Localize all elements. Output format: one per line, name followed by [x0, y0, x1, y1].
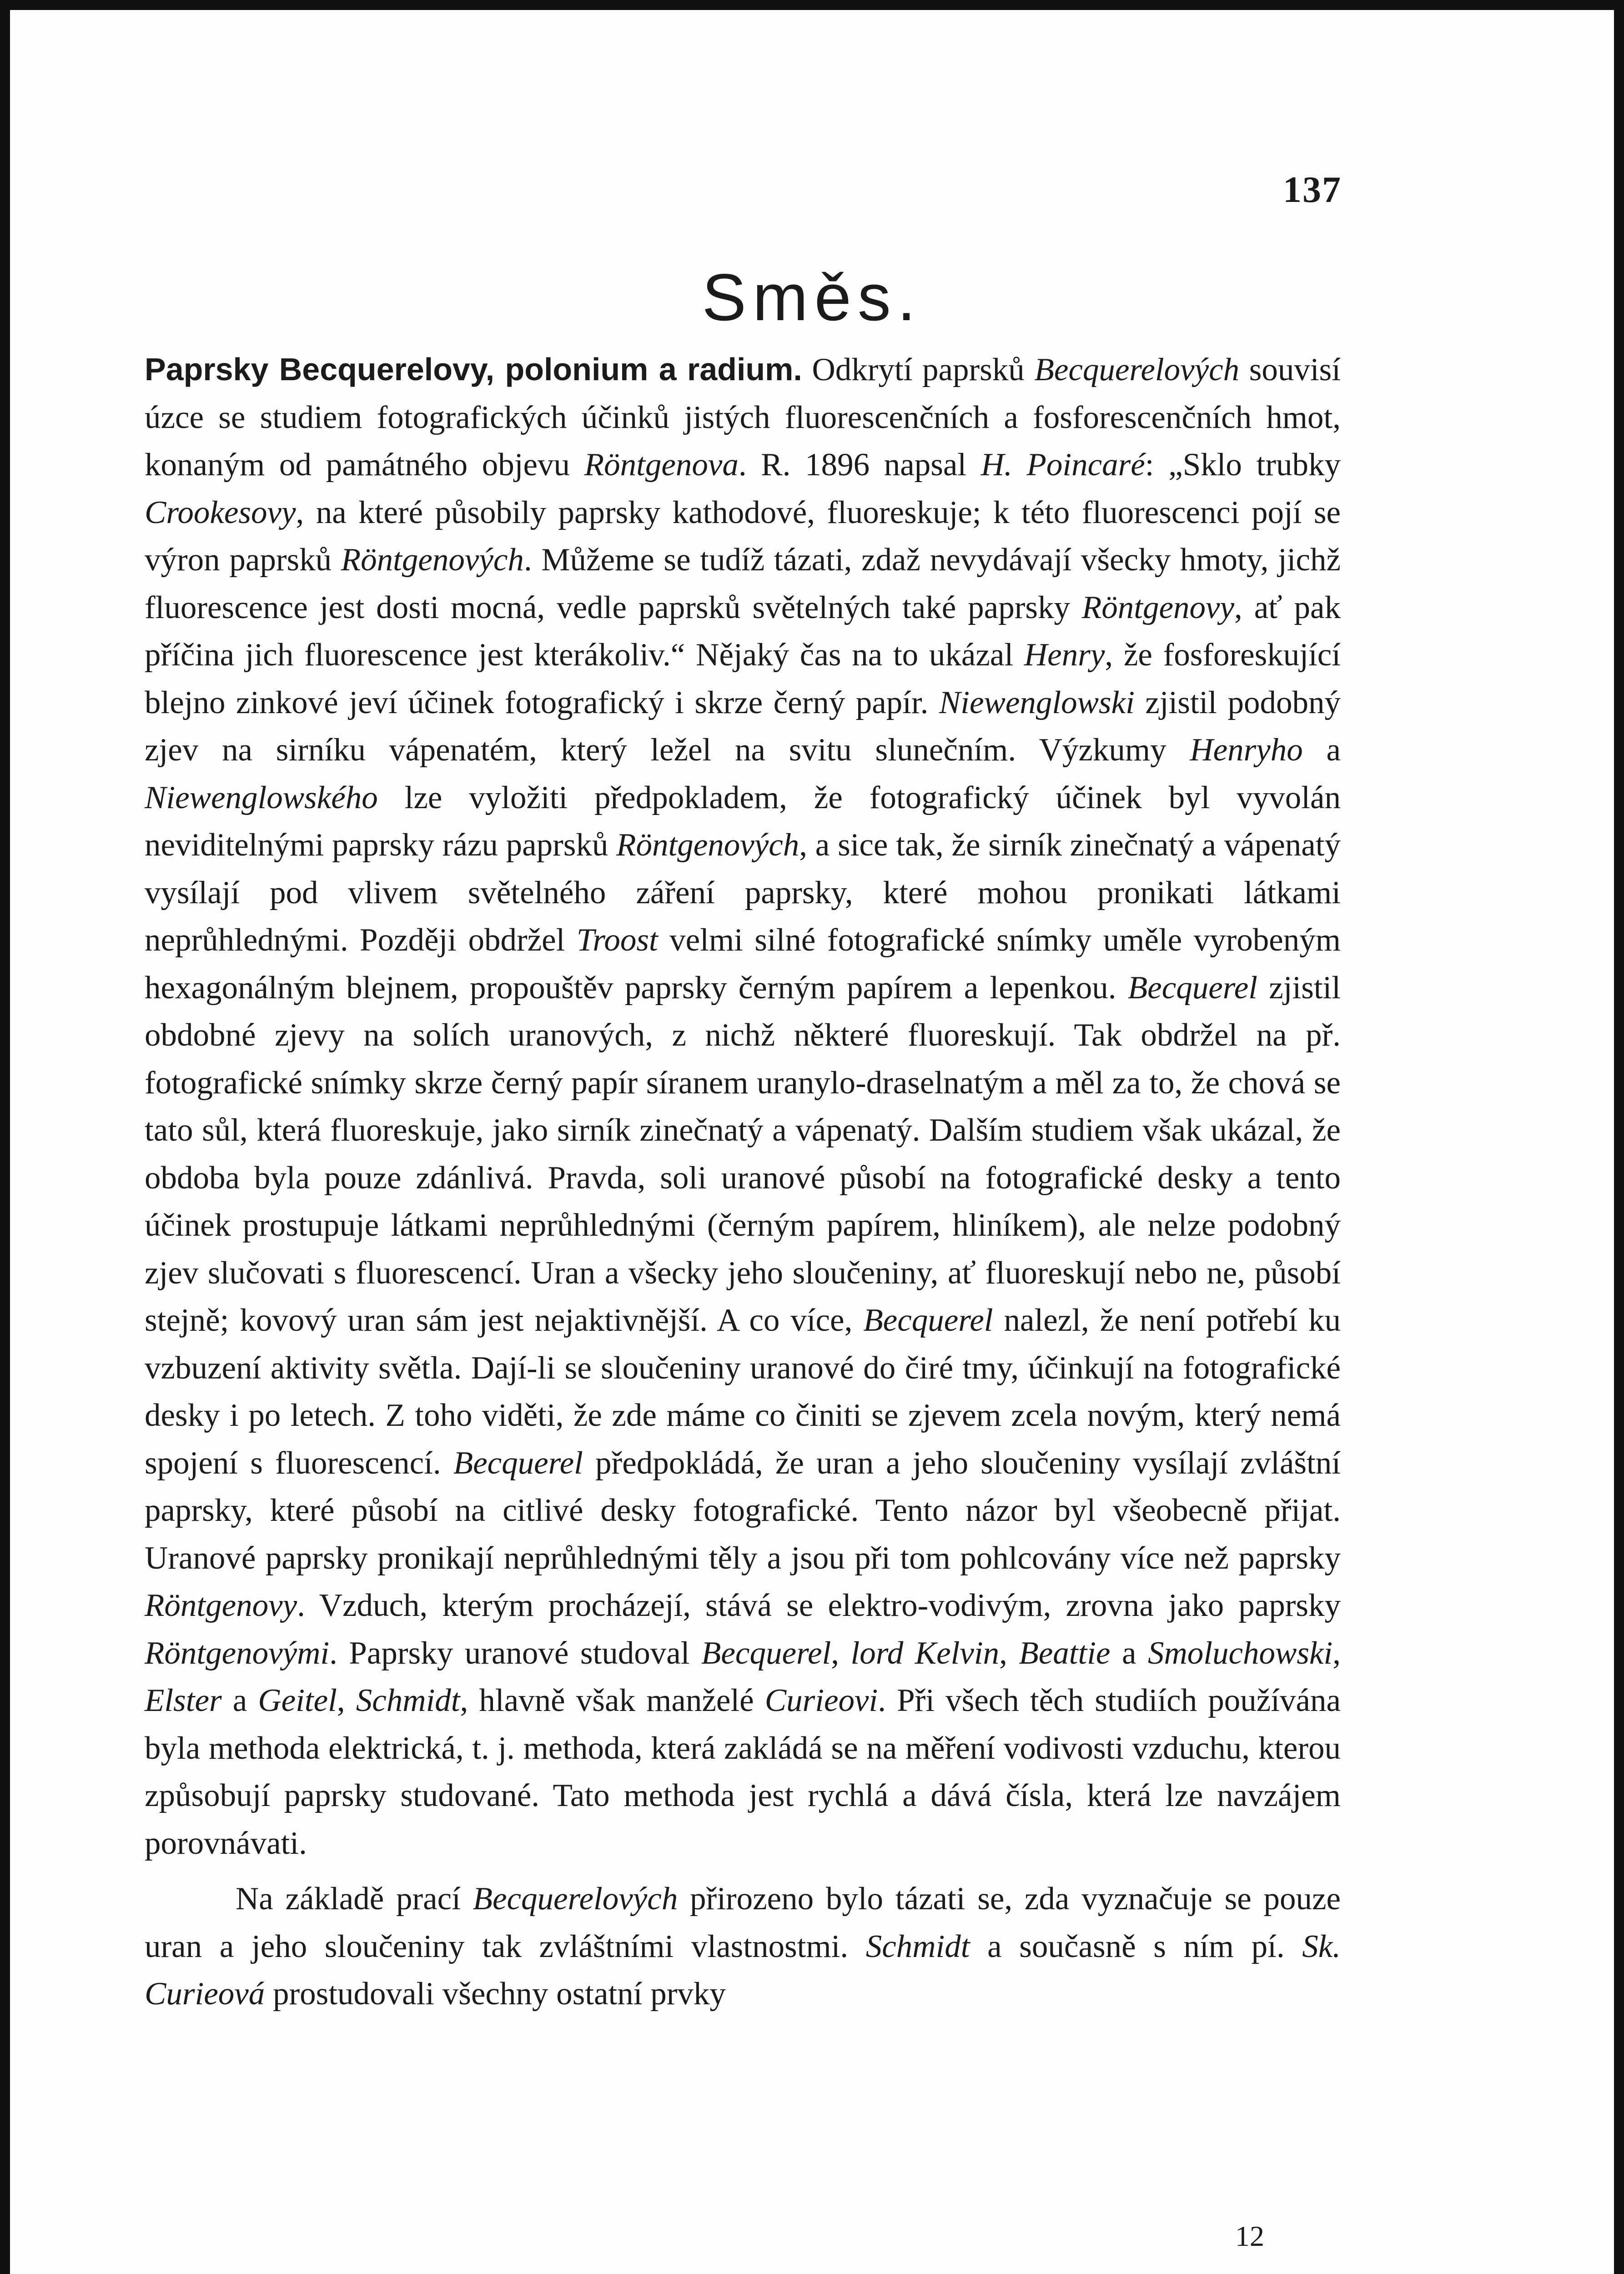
italic-name: Becquerelových: [1034, 352, 1240, 387]
paragraph-1: [145, 346, 1341, 1867]
paragraph-2: Na základě prací Becquerelových přirozeno bylo tázati se, zda vyznačuje se pouze uran a jeho sloučeniny tak zvláštními vlastnostmi. Schmidt a současně s ním pí. Sk. Curieová prostudovali všechny ostatní prvky: [145, 1881, 1341, 2012]
italic-name: Röntgenovými: [145, 1635, 330, 1671]
italic-name: Henryho: [1190, 732, 1303, 768]
italic-name: Röntgenova: [584, 447, 739, 483]
page-number: 137: [1283, 169, 1342, 210]
italic-name: Becquerel: [863, 1303, 993, 1338]
paragraph-1-text: Odkrytí paprsků Becquerelových souvisí úzce se studiem fotografických účinků jistých fluorescenčních a fosforescenčních hmot, konaným od památného objevu Röntgenova. R. 1896 napsal H. Poincaré: „Sklo trubky Crookesovy, na které působily paprsky kathodové, fluoreskuje; k této fluorescenci pojí se výron paprsků Röntgenových. Můžeme se tudíž tázati, zdaž nevydávají všecky hmoty, jichž fluorescence jest dosti mocná, vedle paprsků světelných také paprsky Röntgenovy, ať pak příčina jich fluorescence jest kterákoliv.“ Nějaký čas na to ukázal Henry, že fosforeskující blejno zinkové jeví účinek fotografický i skrze černý papír. Niewenglowski zjistil podobný zjev na sirníku vápenatém, který ležel na svitu slunečním. Výzkumy Henryho a Niewenglowského lze vyložiti předpokladem, že fotografický účinek byl vyvolán neviditelnými paprsky rázu paprsků Röntgenových, a sice tak, že sirník zinečnatý a vápenatý vysílají pod vlivem světelného záření paprsky, které mohou pronikati látkami neprůhlednými. Později obdržel Troost velmi silné fotografické snímky uměle vyrobeným hexagonálným blejnem, propouštěv paprsky černým papírem a lepenkou. Becquerel zjistil obdobné zjevy na solích uranových, z nichž některé fluoreskují. Tak obdržel na př. fotografické snímky skrze černý papír síranem uranylo-draselnatým a měl za to, že chová se tato sůl, která fluoreskuje, jako sirník zinečnatý a vápenatý. Dalším studiem však ukázal, že obdoba byla pouze zdánlivá. Pravda, soli uranové působí na fotografické desky a tento účinek prostupuje látkami neprůhlednými (černým papírem, hliníkem), ale nelze podobný zjev slučovati s fluorescencí. Uran a všecky jeho sloučeniny, ať fluoreskují nebo ne, působí stejně; kovový uran sám jest nejaktivnější. A co více, Becquerel nalezl, že není potřebí ku vzbuzení aktivity světla. Dají-li se sloučeniny uranové do čiré tmy, účinkují na fotografické desky i po letech. Z toho viděti, že zde máme co činiti se zjevem zcela novým, který nemá spojení s fluorescencí. Becquerel předpokládá, že uran a jeho sloučeniny vysílají zvláštní paprsky, které působí na citlivé desky fotografické. Tento názor byl všeobecně přijat. Uranové paprsky pronikají neprůhlednými těly a jsou při tom pohlcovány více než paprsky Röntgenovy. Vzduch, kterým procházejí, stává se elektro-vodivým, zrovna jako paprsky Röntgenovými. Paprsky uranové studoval Becquerel, lord Kelvin, Beattie a Smoluchowski, Elster a Geitel, Schmidt, hlavně však manželé Curieovi. Při všech těch studiích používána byla methoda elektrická, t. j. methoda, která zakládá se na měření vodivosti vzduchu, kterou způsobují paprsky studované. Tato methoda jest rychlá a dává čísla, která lze navzájem porovnávati.: [145, 352, 1341, 1861]
section-title: Směs.: [702, 260, 922, 334]
scan-border-top: [0, 0, 1624, 10]
italic-name: Troost: [576, 922, 658, 958]
italic-name: Röntgenových: [341, 542, 524, 578]
italic-name: Geitel: [258, 1683, 337, 1718]
italic-name: Röntgenovy: [145, 1588, 297, 1623]
article-heading: Paprsky Becquerelovy, polonium a radium.: [145, 352, 802, 387]
italic-name: Smoluchowski: [1148, 1635, 1333, 1671]
signature-mark: 12: [1235, 2220, 1264, 2252]
italic-name: Becquerel: [1127, 970, 1257, 1006]
italic-name: Beattie: [1019, 1635, 1111, 1671]
italic-name: Becquerel: [453, 1445, 583, 1481]
scan-border-right: [1614, 0, 1624, 2274]
italic-name: lord Kelvin: [850, 1635, 1000, 1671]
italic-name: H. Poincaré: [980, 447, 1145, 483]
article-body: [145, 346, 1341, 2018]
italic-name: Schmidt: [356, 1683, 460, 1718]
italic-name: Becquerelových: [473, 1881, 678, 1917]
italic-name: Curieovi: [764, 1683, 878, 1718]
italic-name: Röntgenovy: [1081, 589, 1235, 625]
italic-name: Crookesovy: [145, 494, 296, 530]
italic-name: Sk. Curieová: [145, 1928, 1341, 2012]
scan-border-left: [0, 0, 10, 2274]
italic-name: Niewenglowského: [145, 780, 378, 815]
italic-name: Henry: [1024, 637, 1105, 673]
italic-name: Röntgenových: [616, 827, 799, 863]
italic-name: Becquerel: [701, 1635, 831, 1671]
italic-name: Elster: [145, 1683, 222, 1718]
italic-name: Niewenglowski: [939, 684, 1135, 720]
italic-name: Schmidt: [865, 1928, 970, 1964]
